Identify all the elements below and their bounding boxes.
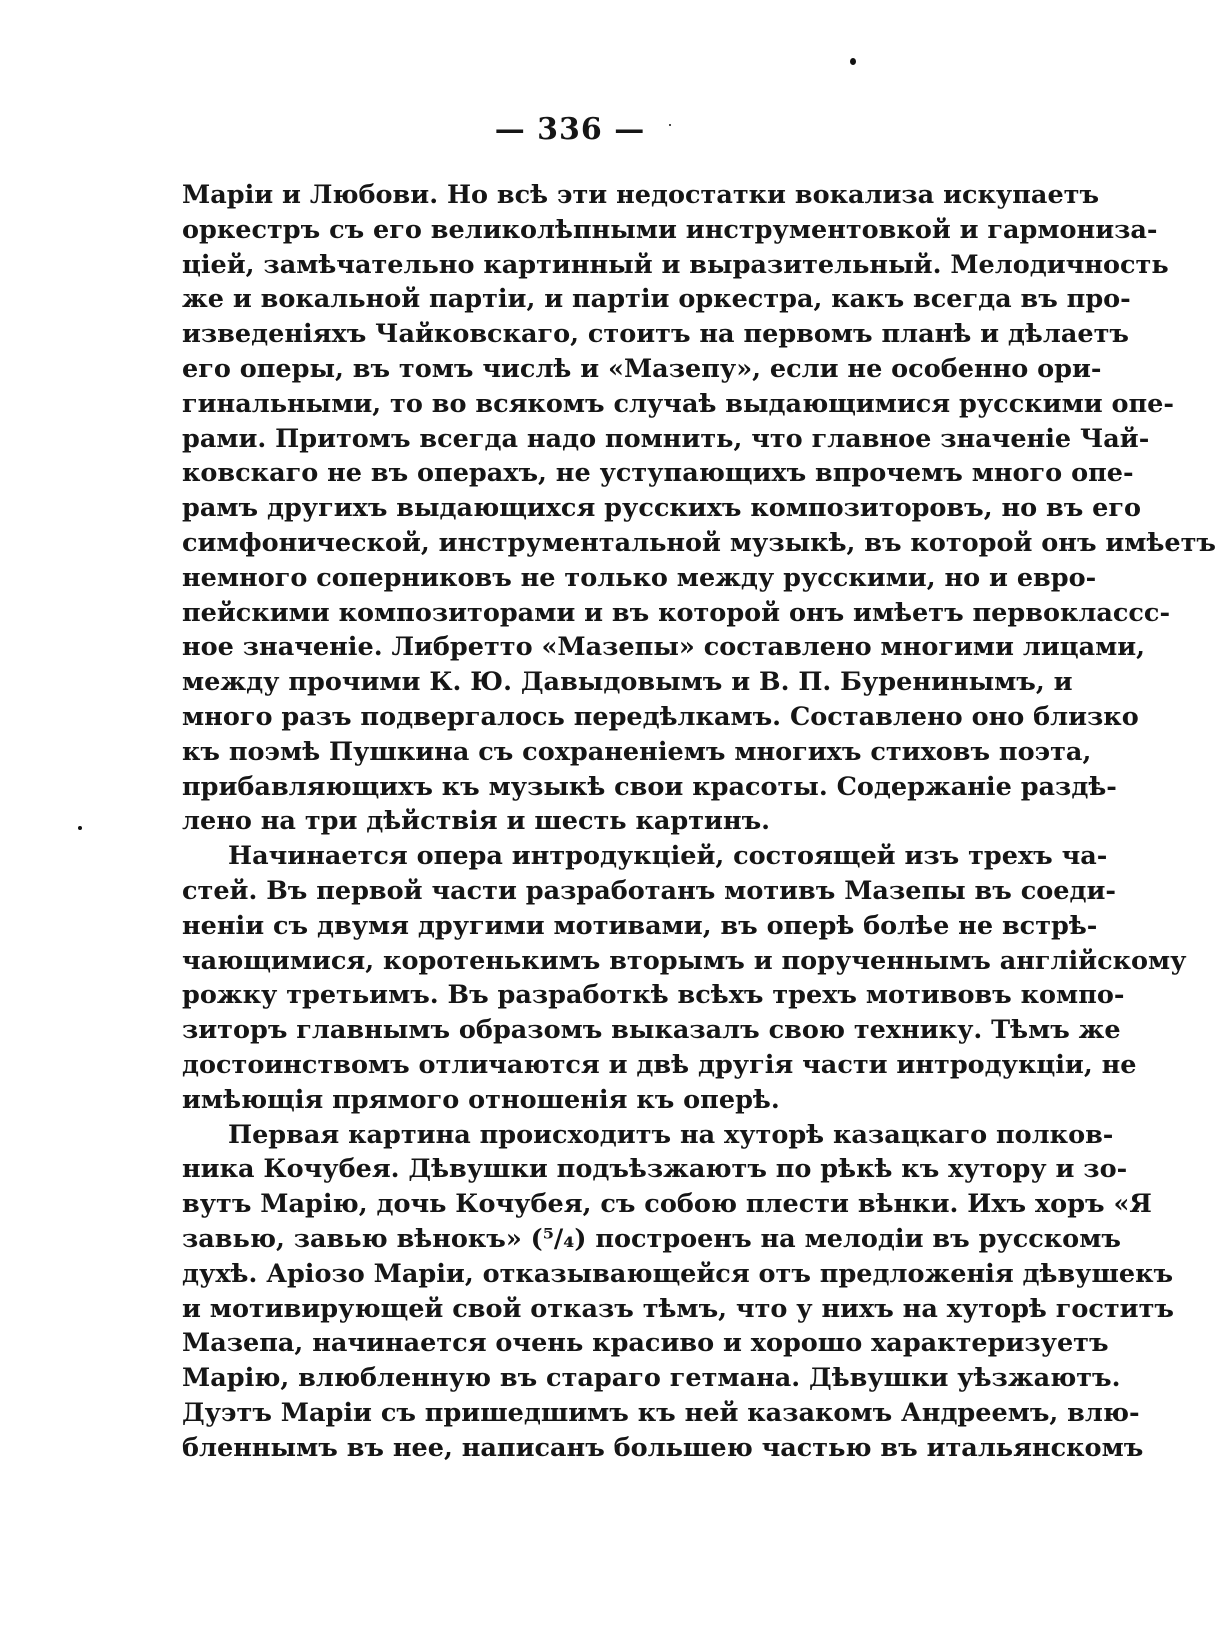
text-line: ковскаго не въ операхъ, не уступающихъ впрочемъ много опе- [182,458,1134,489]
text-line: между прочими К. Ю. Давыдовымъ и В. П. Буренинымъ, и [182,667,1073,698]
text-line: зиторъ главнымъ образомъ выказалъ свою технику. Тѣмъ же [182,1015,1121,1046]
text-line: ное значеніе. Либретто «Мазепы» составлено многими лицами, [182,632,1146,663]
paragraph [182,1118,1174,1466]
body-text [182,178,1216,1465]
text-line: завью, завью вѣнокъ» (⁵/₄) построенъ на мелодіи въ русскомъ [182,1223,1121,1254]
text-line: рожку третьимъ. Въ разработкѣ всѣхъ трехъ мотивовъ компо- [182,980,1125,1011]
text-line: бленнымъ въ нее, написанъ большею частью въ итальянскомъ [182,1432,1144,1463]
text-line: прибавляющихъ къ музыкѣ свои красоты. Содержаніе раздѣ- [182,771,1117,802]
text-line: Марію, влюбленную въ стараго гетмана. Дѣвушки уѣзжаютъ. [182,1363,1121,1394]
text-line: Дуэтъ Маріи съ пришедшимъ къ ней казакомъ Андреемъ, влю- [182,1397,1140,1428]
text-line: Мазепа, начинается очень красиво и хорошо характеризуетъ [182,1328,1109,1359]
text-line: и мотивирующей свой отказъ тѣмъ, что у нихъ на хуторѣ гоститъ [182,1293,1174,1324]
text-line: къ поэмѣ Пушкина съ сохраненіемъ многихъ стиховъ поэта, [182,736,1092,767]
text-line: достоинствомъ отличаются и двѣ другія части интродукціи, не [182,1049,1137,1080]
ink-speck [78,826,82,830]
text-line: чающимися, коротенькимъ вторымъ и порученнымъ англійскому [182,945,1187,976]
text-line: гинальными, то во всякомъ случаѣ выдающимися русскими опе- [182,388,1174,419]
text-line: имѣющія прямого отношенія къ оперѣ. [182,1084,780,1115]
text-line: Начинается опера интродукціей, состоящей изъ трехъ ча- [228,841,1108,872]
text-line: духѣ. Аріозо Маріи, отказывающейся отъ предложенія дѣвушекъ [182,1258,1174,1289]
text-line: лено на три дѣйствія и шесть картинъ. [182,806,771,837]
paragraph [182,839,1187,1117]
text-line: Первая картина происходитъ на хуторѣ казацкаго полков- [228,1119,1114,1150]
text-line: симфонической, инструментальной музыкѣ, въ которой онъ имѣетъ [182,527,1216,558]
text-line: рами. Притомъ всегда надо помнить, что главное значеніе Чай- [182,423,1150,454]
text-line: его оперы, въ томъ числѣ и «Мазепу», если не особенно ори- [182,353,1102,384]
ink-speck [850,58,856,65]
paragraph [182,178,1216,839]
text-line: изведеніяхъ Чайковскаго, стоитъ на первомъ планѣ и дѣлаетъ [182,319,1129,350]
text-line: Маріи и Любови. Но всѣ эти недостатки вокализа искупаетъ [182,180,1100,210]
text-line: немного соперниковъ не только между русскими, но и евро- [182,562,1097,593]
text-line: оркестръ съ его великолѣпными инструментовкой и гармониза- [182,214,1158,245]
text-line: ціей, замѣчательно картинный и выразительный. Мелодичность [182,249,1169,280]
text-line: же и вокальной партіи, и партіи оркестра, какъ всегда въ про- [182,284,1131,315]
text-line: рамъ другихъ выдающихся русскихъ композиторовъ, но въ его [182,493,1142,524]
text-line: ника Кочубея. Дѣвушки подъѣзжаютъ по рѣкѣ къ хутору и зо- [182,1154,1128,1185]
text-line: неніи съ двумя другими мотивами, въ оперѣ болѣе не встрѣ- [182,910,1098,941]
text-line: стей. Въ первой части разработанъ мотивъ Мазепы въ соеди- [182,875,1116,906]
text-line: вутъ Марію, дочь Кочубея, съ собою плести вѣнки. Ихъ хоръ «Я [182,1189,1152,1220]
text-line: много разъ подвергалось передѣлкамъ. Составлено оно близко [182,701,1139,732]
page-number: — 336 — [494,112,646,147]
text-line: пейскими композиторами и въ которой онъ имѣетъ первоклассс- [182,597,1171,628]
